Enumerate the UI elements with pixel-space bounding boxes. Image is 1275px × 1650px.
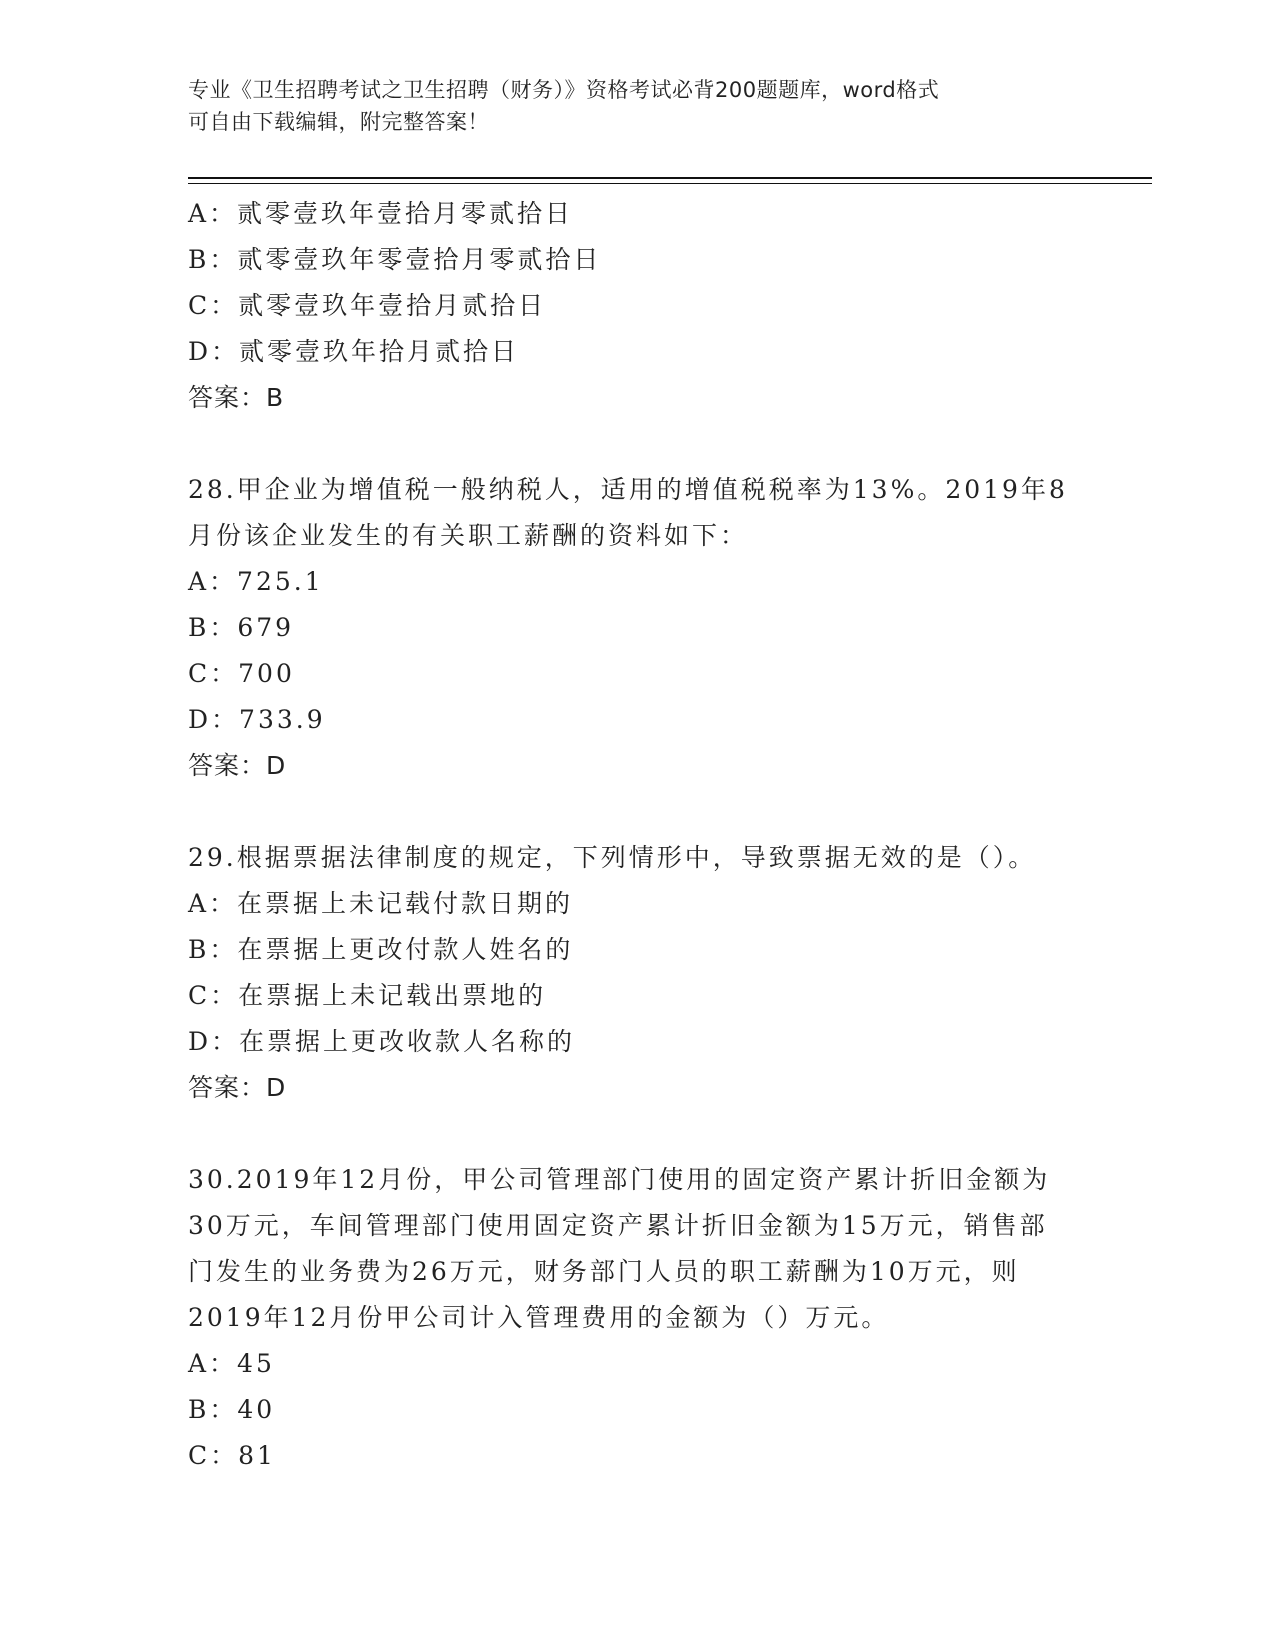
spacer	[188, 789, 1118, 835]
answer-label: 答案：B	[188, 383, 285, 412]
option-a: A：在票据上未记载付款日期的	[188, 889, 574, 918]
question-stem: 29.根据票据法律制度的规定，下列情形中，导致票据无效的是（）。	[188, 843, 1037, 872]
header-line-1: 专业《卫生招聘考试之卫生招聘（财务）》资格考试必背200题题库，word格式	[188, 78, 940, 102]
spacer	[188, 1111, 1118, 1157]
answer-label: 答案：D	[188, 751, 287, 780]
question-30	[188, 1157, 1118, 1479]
header-line-2: 可自由下载编辑，附完整答案！	[188, 110, 489, 134]
option-c: C：81	[188, 1441, 276, 1470]
question-29	[188, 835, 1118, 1111]
option-b: B：贰零壹玖年零壹拾月零贰拾日	[188, 245, 602, 274]
option-a: A：725.1	[188, 567, 324, 596]
option-c: C：700	[188, 659, 295, 688]
question-list	[188, 191, 1118, 1479]
option-b: B：40	[188, 1395, 276, 1424]
header-rule-thin	[188, 183, 1152, 184]
question-stem-line-2: 30万元，车间管理部门使用固定资产累计折旧金额为15万元，销售部	[188, 1211, 1048, 1240]
question-stem-line-1: 28.甲企业为增值税一般纳税人，适用的增值税税率为13%。2019年8	[188, 475, 1068, 504]
question-27	[188, 191, 1118, 421]
question-stem-line-1: 30.2019年12月份，甲公司管理部门使用的固定资产累计折旧金额为	[188, 1165, 1051, 1194]
option-d: D：733.9	[188, 705, 326, 734]
header-rule-thick	[188, 177, 1152, 179]
option-c: C：贰零壹玖年壹拾月贰拾日	[188, 291, 547, 320]
option-c: C：在票据上未记载出票地的	[188, 981, 547, 1010]
option-a: A：45	[188, 1349, 275, 1378]
option-b: B：679	[188, 613, 295, 642]
option-d: D：贰零壹玖年拾月贰拾日	[188, 337, 520, 366]
question-28	[188, 467, 1118, 789]
document-header	[188, 74, 1088, 138]
question-stem-line-3: 门发生的业务费为26万元，财务部门人员的职工薪酬为10万元，则	[188, 1257, 1020, 1286]
question-stem-line-4: 2019年12月份甲公司计入管理费用的金额为（）万元。	[188, 1303, 890, 1332]
option-a: A：贰零壹玖年壹拾月零贰拾日	[188, 199, 574, 228]
spacer	[188, 421, 1118, 467]
option-b: B：在票据上更改付款人姓名的	[188, 935, 574, 964]
answer-label: 答案：D	[188, 1073, 287, 1102]
option-d: D：在票据上更改收款人名称的	[188, 1027, 576, 1056]
question-stem-line-2: 月份该企业发生的有关职工薪酬的资料如下：	[188, 521, 749, 550]
